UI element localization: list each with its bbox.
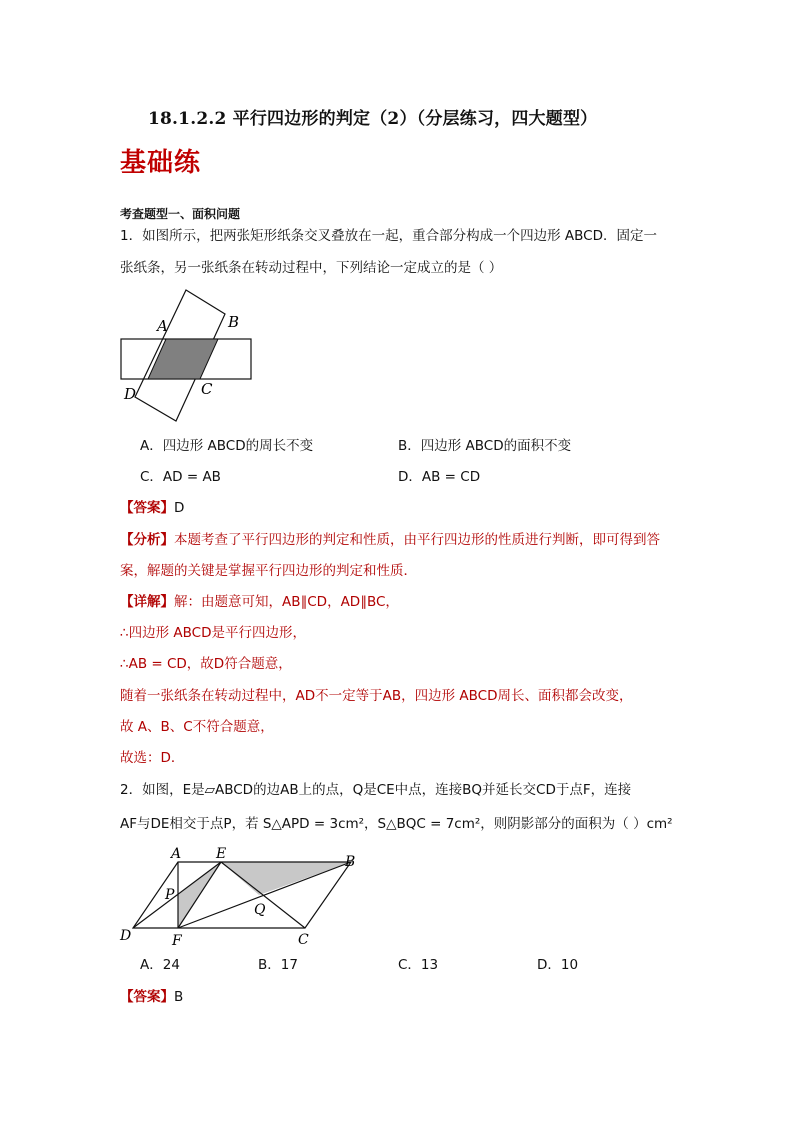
- q1-detail-line-4: 随着一张纸条在转动过程中，AD不一定等于AB，四边形 ABCD周长、面积都会改变，: [120, 688, 633, 704]
- q1-option-c: C．AD = AB: [140, 469, 221, 485]
- q1-answer: [120, 498, 184, 518]
- q2-option-c: C．13: [398, 957, 439, 973]
- q2-label-c: C: [298, 932, 309, 948]
- q1-analysis-line-1: [120, 530, 660, 550]
- q2-label-f: F: [172, 933, 182, 949]
- q1-option-a: A．四边形 ABCD的周长不变: [140, 438, 314, 454]
- segment-de: [133, 862, 221, 928]
- q2-label-a: A: [171, 846, 182, 862]
- q1-detail-line-5: 故 A、B、C不符合题意，: [120, 719, 274, 735]
- q1-answer-value: D: [174, 500, 185, 516]
- q2-option-b: B．17: [258, 957, 298, 973]
- q2-parallelogram-figure: [115, 840, 365, 950]
- q1-detail-line-2: ∴四边形 ABCD是平行四边形，: [120, 625, 306, 641]
- q2-label-q: Q: [254, 902, 266, 918]
- q1-label-b: B: [228, 313, 240, 331]
- q2-label-p: P: [165, 887, 175, 903]
- q1-analysis-tag: 【分析】: [120, 532, 174, 548]
- topic-heading: 考查题型一、面积问题: [120, 207, 241, 221]
- q1-stem-line-2: 张纸条，另一张纸条在转动过程中，下列结论一定成立的是（ ）: [120, 260, 503, 276]
- q2-option-a: A．24: [140, 957, 180, 973]
- q2-answer-tag: 【答案】: [120, 989, 174, 1005]
- q1-detail-text-1: 解：由题意可知，AB∥CD，AD∥BC，: [174, 594, 399, 610]
- q2-answer: [120, 987, 183, 1007]
- q2-label-b: B: [345, 854, 356, 870]
- q2-stem-line-2: AF与DE相交于点P，若 S△APD = 3cm²，S△BQC = 7cm²，则阴影部分的面积为（ ）cm²: [120, 816, 673, 832]
- q1-detail-tag: 【详解】: [120, 594, 174, 610]
- q1-analysis-text-1: 本题考查了平行四边形的判定和性质，由平行四边形的性质进行判断，即可得到答: [174, 532, 660, 548]
- q1-analysis-line-2: 案，解题的关键是掌握平行四边形的判定和性质．: [120, 563, 417, 579]
- q1-option-d: D．AB = CD: [398, 469, 481, 485]
- q2-label-e: E: [216, 846, 227, 862]
- q2-answer-value: B: [174, 989, 184, 1005]
- q1-label-c: C: [201, 380, 213, 398]
- overlap-parallelogram: [148, 339, 218, 379]
- q2-option-d: D．10: [537, 957, 579, 973]
- q1-option-b: B．四边形 ABCD的面积不变: [398, 438, 572, 454]
- q1-answer-tag: 【答案】: [120, 500, 174, 516]
- q2-label-d: D: [120, 928, 132, 944]
- q1-stem-line-1: 1．如图所示，把两张矩形纸条交叉叠放在一起，重合部分构成一个四边形 ABCD．固定一: [120, 228, 657, 244]
- q1-label-d: D: [124, 385, 137, 403]
- section-heading: 基础练: [120, 148, 202, 178]
- q1-crossed-strips-figure: [115, 285, 265, 425]
- q1-detail-line-3: ∴AB = CD，故D符合题意，: [120, 656, 292, 672]
- q1-label-a: A: [157, 317, 168, 335]
- page-title: 18.1.2.2 平行四边形的判定（2）（分层练习，四大题型）: [148, 109, 598, 129]
- q1-detail-line-1: [120, 592, 399, 612]
- q2-stem-line-1: 2．如图，E是▱ABCD的边AB上的点，Q是CE中点，连接BQ并延长交CD于点F，连接: [120, 782, 632, 798]
- q1-detail-line-6: 故选：D．: [120, 750, 185, 766]
